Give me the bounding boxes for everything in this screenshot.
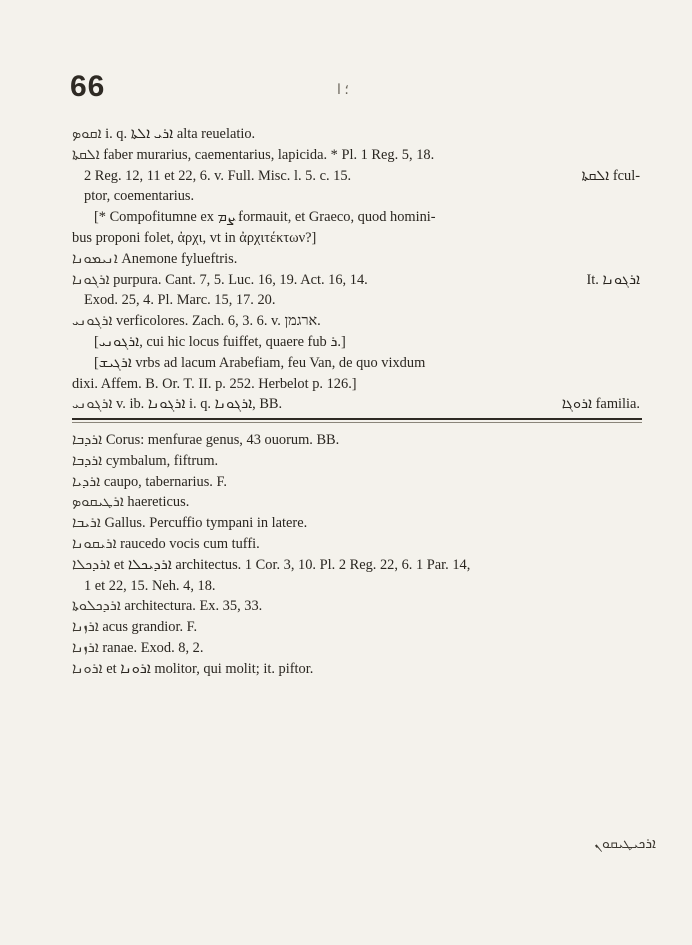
entry-text: Gallus. Percuffio tympani in latere. xyxy=(100,515,308,532)
syriac-headword: ܐܪܙܢܐ xyxy=(72,639,99,656)
syriac-headword: ܐܪܕܟܠܐ xyxy=(72,556,111,573)
entry-line xyxy=(72,534,652,555)
entry-line xyxy=(72,290,652,311)
entry-text: dixi. Affem. B. Or. T. II. p. 252. Herbelot p. 126.] xyxy=(72,375,357,392)
section-divider xyxy=(72,418,642,420)
syriac-headword: ܐܪܝܩܘܢܐ xyxy=(72,535,117,552)
entry-text: bus proponi folet, ἀρχι, vt in ἀρχιτέκτων?] xyxy=(72,229,317,246)
entry-text: haereticus. xyxy=(123,494,190,511)
entry-text: 1 et 22, 15. Neh. 4, 18. xyxy=(84,577,216,594)
entry-right-text: It. ܐܪܓܘܢܐ xyxy=(586,271,640,288)
entry-line xyxy=(72,207,652,228)
entry-text: Anemone fylueftris. xyxy=(117,250,238,267)
entry-line xyxy=(72,228,652,249)
entry-text: et ܐܪܘܢܐ molitor, qui molit; it. piftor. xyxy=(102,660,314,677)
entry-line xyxy=(72,492,652,513)
entry-text: ptor, coementarius. xyxy=(84,188,195,205)
entry-line xyxy=(72,124,652,145)
entry-text: cymbalum, fiftrum. xyxy=(102,452,219,469)
entry-line xyxy=(72,472,652,493)
entry-line xyxy=(72,638,652,659)
entry-text: architectura. Ex. 35, 33. xyxy=(120,598,263,615)
entry-line xyxy=(72,270,652,291)
header-mark: ؛ ا xyxy=(337,83,349,98)
entry-text: [ܐܪܓܝܫ vrbs ad lacum Arabefiam, feu Van, de quo vixdum xyxy=(94,354,426,371)
catchword: ܐܪܟܝܛܝܩܘܢ xyxy=(594,836,656,852)
entry-text: raucedo vocis cum tuffi. xyxy=(116,535,260,552)
entry-text: [ܐܪܓܘܢܝ, cui hic locus fuiffet, quaere fub ܪ.] xyxy=(94,333,346,350)
entry-text: ranae. Exod. 8, 2. xyxy=(98,639,204,656)
entry-text: faber murarius, caementarius, lapicida. * Pl. 1 Reg. 5, 18. xyxy=(99,146,435,163)
entry-line xyxy=(72,430,652,451)
entry-line xyxy=(72,249,652,270)
entry-line xyxy=(72,311,652,332)
entry-line xyxy=(72,166,652,187)
entry-text: v. ib. ܐܪܓܘܢܐ i. q. ܐܪܓܘܢܐ, BB. xyxy=(112,396,283,413)
entry-line xyxy=(72,513,652,534)
syriac-headword: ܐܪܙܢܐ xyxy=(72,619,99,636)
entry-line xyxy=(72,186,652,207)
entry-line xyxy=(72,145,652,166)
entry-right-text: ܐܪܘܓܐ familia. xyxy=(561,396,640,413)
entry-text: Exod. 25, 4. Pl. Marc. 15, 17. 20. xyxy=(84,292,276,309)
entry-text: caupo, tabernarius. F. xyxy=(100,473,227,490)
entry-line xyxy=(72,596,652,617)
syriac-headword: ܐܪܓܘܢܝ xyxy=(72,313,113,330)
entry-line xyxy=(72,576,652,597)
page-number: 66 xyxy=(70,70,106,103)
entry-text: purpura. Cant. 7, 5. Luc. 16, 19. Act. 16, 14. xyxy=(109,271,368,288)
entry-text: Corus: menfurae genus, 43 ouorum. BB. xyxy=(102,432,340,448)
syriac-headword: ܐܪܘܢܐ xyxy=(72,660,103,677)
entry-line xyxy=(72,555,652,576)
syriac-headword: ܐܪܕܒܐ xyxy=(72,452,103,469)
entry-line xyxy=(72,659,652,680)
entry-text: i. q. ܐܪܝ ܐܠܬܐ alta reuelatio. xyxy=(101,126,256,142)
entries-top xyxy=(72,124,652,415)
entry-line xyxy=(72,617,652,638)
entry-text: 2 Reg. 12, 11 et 22, 6. v. Full. Misc. l. 5. c. 15. xyxy=(84,167,352,184)
entry-line xyxy=(72,451,652,472)
syriac-headword: ܐܪܓܘܢܝ xyxy=(72,396,113,413)
entry-line xyxy=(72,394,652,415)
entry-right-text: ܐܠܩܬܐ fcul- xyxy=(581,167,640,184)
entry-line xyxy=(72,332,652,353)
syriac-headword: ܐܩܘܤ xyxy=(72,126,102,142)
syriac-headword: ܐܪܝܒܐ xyxy=(72,515,101,532)
entry-text: acus grandior. F. xyxy=(98,619,198,636)
syriac-headword: ܐܪܛܝܩܘܤ xyxy=(72,494,124,511)
entries-bottom xyxy=(72,430,652,680)
entry-text: et ܐܪܕܝܟܠܐ architectus. 1 Cor. 3, 10. Pl. 2 Reg. 22, 6. 1 Par. 14, xyxy=(110,556,471,573)
entry-text: [* Compofitumne ex ܨܡ formauit, et Graeco, quod homini- xyxy=(94,209,436,226)
entry-line xyxy=(72,353,652,374)
syriac-headword: ܐܪܕܒܐ xyxy=(72,432,103,448)
syriac-headword: ܐܪܕܟܠܘܬܐ xyxy=(72,598,121,615)
entry-text: verficolores. Zach. 6, 3. 6. v. ארגמן. xyxy=(112,313,321,330)
entry-line xyxy=(72,374,652,395)
syriac-headword: ܐܢܝܡܘܢܐ xyxy=(72,250,118,267)
syriac-headword: ܐܠܩܬܐ xyxy=(72,146,100,163)
syriac-headword: ܐܪܕܝܐ xyxy=(72,473,101,490)
syriac-headword: ܐܪܓܘܢܐ xyxy=(72,271,110,288)
section-divider-thin xyxy=(72,422,642,423)
